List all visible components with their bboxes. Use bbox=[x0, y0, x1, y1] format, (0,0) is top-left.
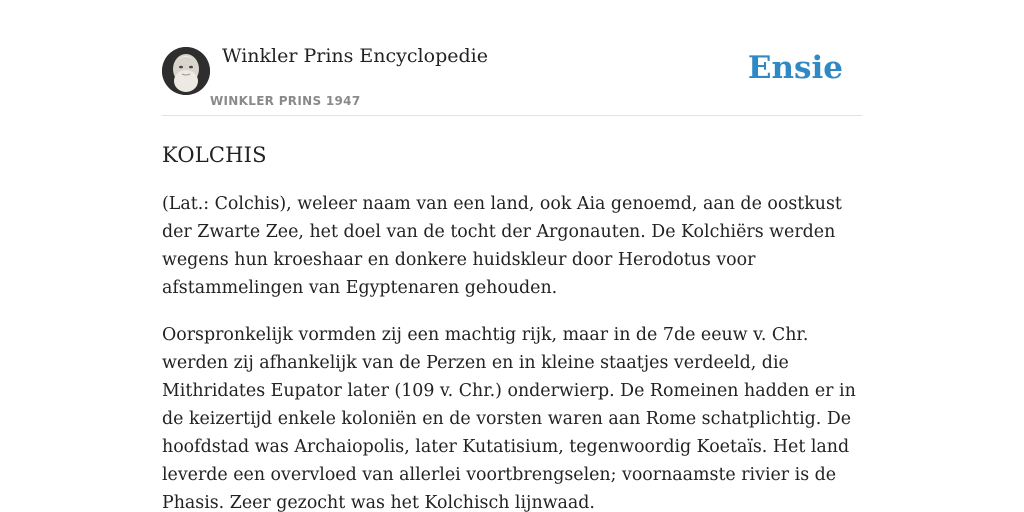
article-title: KOLCHIS bbox=[162, 143, 267, 167]
source-subtitle: WINKLER PRINS 1947 bbox=[210, 94, 361, 108]
header bbox=[162, 0, 862, 116]
source-title[interactable]: Winkler Prins Encyclopedie bbox=[222, 45, 488, 67]
avatar[interactable] bbox=[162, 47, 210, 95]
ensie-logo-link[interactable]: Ensie bbox=[747, 50, 843, 86]
article-paragraph: Oorspronkelijk vormden zij een machtig rijk, maar in de 7de eeuw v. Chr. werden zij afhankelijk van de Perzen en in kleine staatjes verdeeld, die Mithridates Eupator later (109 v. Chr.) onderwierp. De Romeinen hadden er in de keizertijd enkele koloniën en de vorsten waren aan Rome schatplichtig. De hoofdstad was Archaiopolis, later Kutatisium, tegenwoordig Koetaïs. Het land leverde een overvloed van allerlei voortbrengselen; voornaamste rivier is de Phasis. Zeer gezocht was het Kolchisch lijnwaad. bbox=[162, 325, 856, 512]
article bbox=[162, 140, 862, 512]
article-paragraph: (Lat.: Colchis), weleer naam van een land, ook Aia genoemd, aan de oostkust der Zwarte Zee, het doel van de tocht der Argonauten. De Kolchiërs werden wegens hun kroeshaar en donkere huidskleur door Herodotus voor afstammelingen van Egyptenaren gehouden. bbox=[162, 194, 842, 298]
bearded-man-portrait-icon bbox=[162, 47, 210, 95]
